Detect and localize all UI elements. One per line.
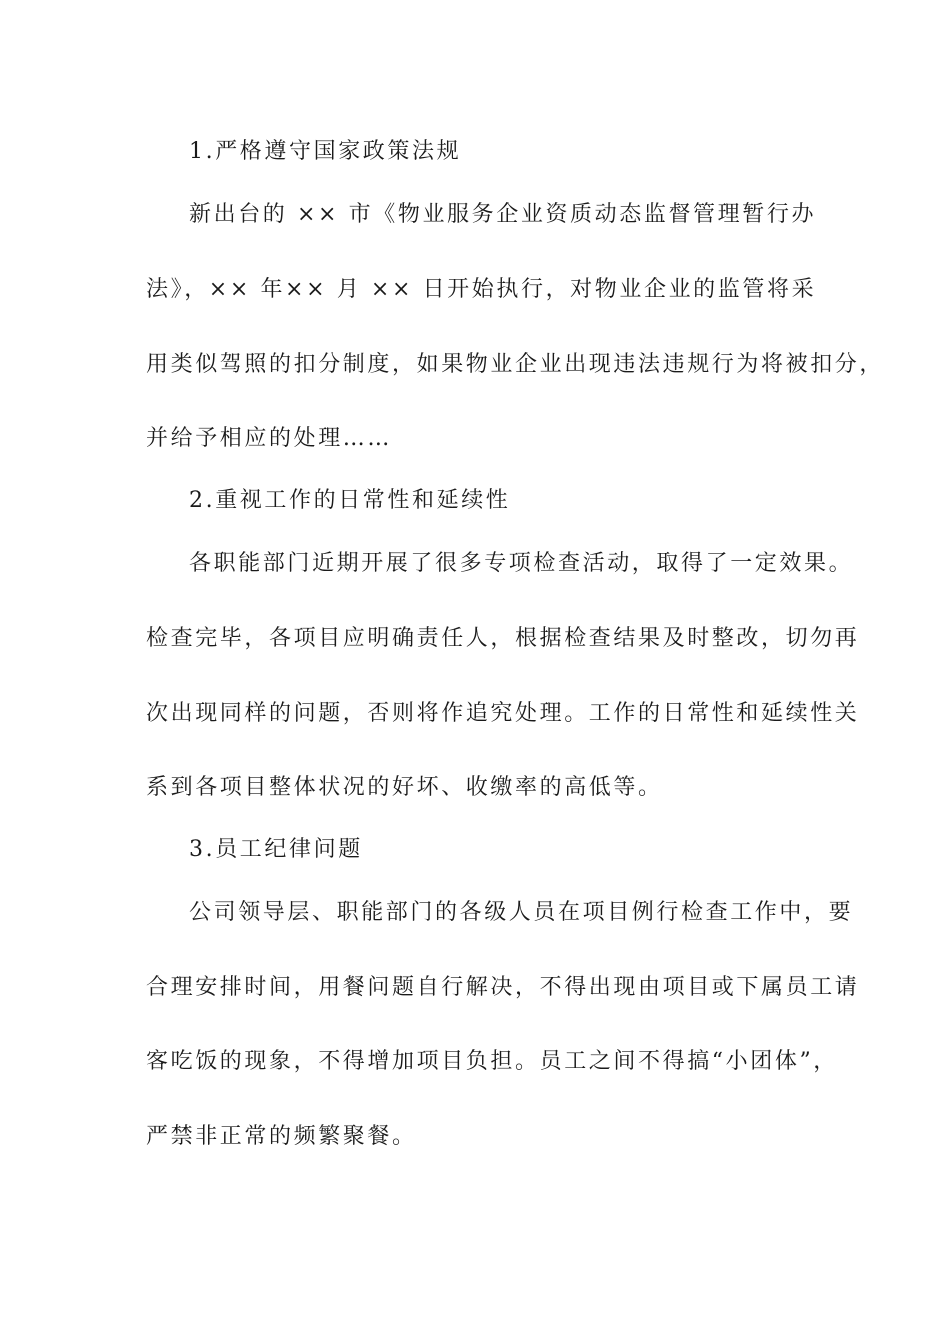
section-1-heading: 1.严格遵守国家政策法规	[189, 139, 462, 164]
section-3-paragraph-line-4: 严禁非正常的频繁聚餐。	[146, 1124, 417, 1149]
section-2-paragraph-line-1: 各职能部门近期开展了很多专项检查活动，取得了一定效果。	[189, 551, 854, 576]
section-2-heading: 2.重视工作的日常性和延续性	[189, 488, 511, 513]
section-2-paragraph-line-3: 次出现同样的问题，否则将作追究处理。工作的日常性和延续性关	[146, 701, 860, 726]
section-3-paragraph-line-3: 客吃饭的现象，不得增加项目负担。员工之间不得搞“小团体”，	[146, 1049, 838, 1074]
section-3-paragraph-line-1: 公司领导层、职能部门的各级人员在项目例行检查工作中，要	[189, 900, 854, 925]
section-3-heading: 3.员工纪律问题	[189, 837, 363, 862]
section-1-paragraph-line-2: 法》，×× 年×× 月 ×× 日开始执行，对物业企业的监管将采	[146, 277, 817, 302]
section-1-paragraph-line-1: 新出台的 ×× 市《物业服务企业资质动态监督管理暂行办	[189, 202, 817, 227]
section-2-paragraph-line-2: 检查完毕，各项目应明确责任人，根据检查结果及时整改，切勿再	[146, 626, 860, 651]
section-1-paragraph-line-4: 并给予相应的处理……	[146, 426, 393, 451]
section-3-paragraph-line-2: 合理安排时间，用餐问题自行解决，不得出现由项目或下属员工请	[146, 975, 860, 1000]
section-2-paragraph-line-4: 系到各项目整体状况的好坏、收缴率的高低等。	[146, 775, 663, 800]
section-1-paragraph-line-3: 用类似驾照的扣分制度，如果物业企业出现违法违规行为将被扣分，	[146, 352, 885, 377]
